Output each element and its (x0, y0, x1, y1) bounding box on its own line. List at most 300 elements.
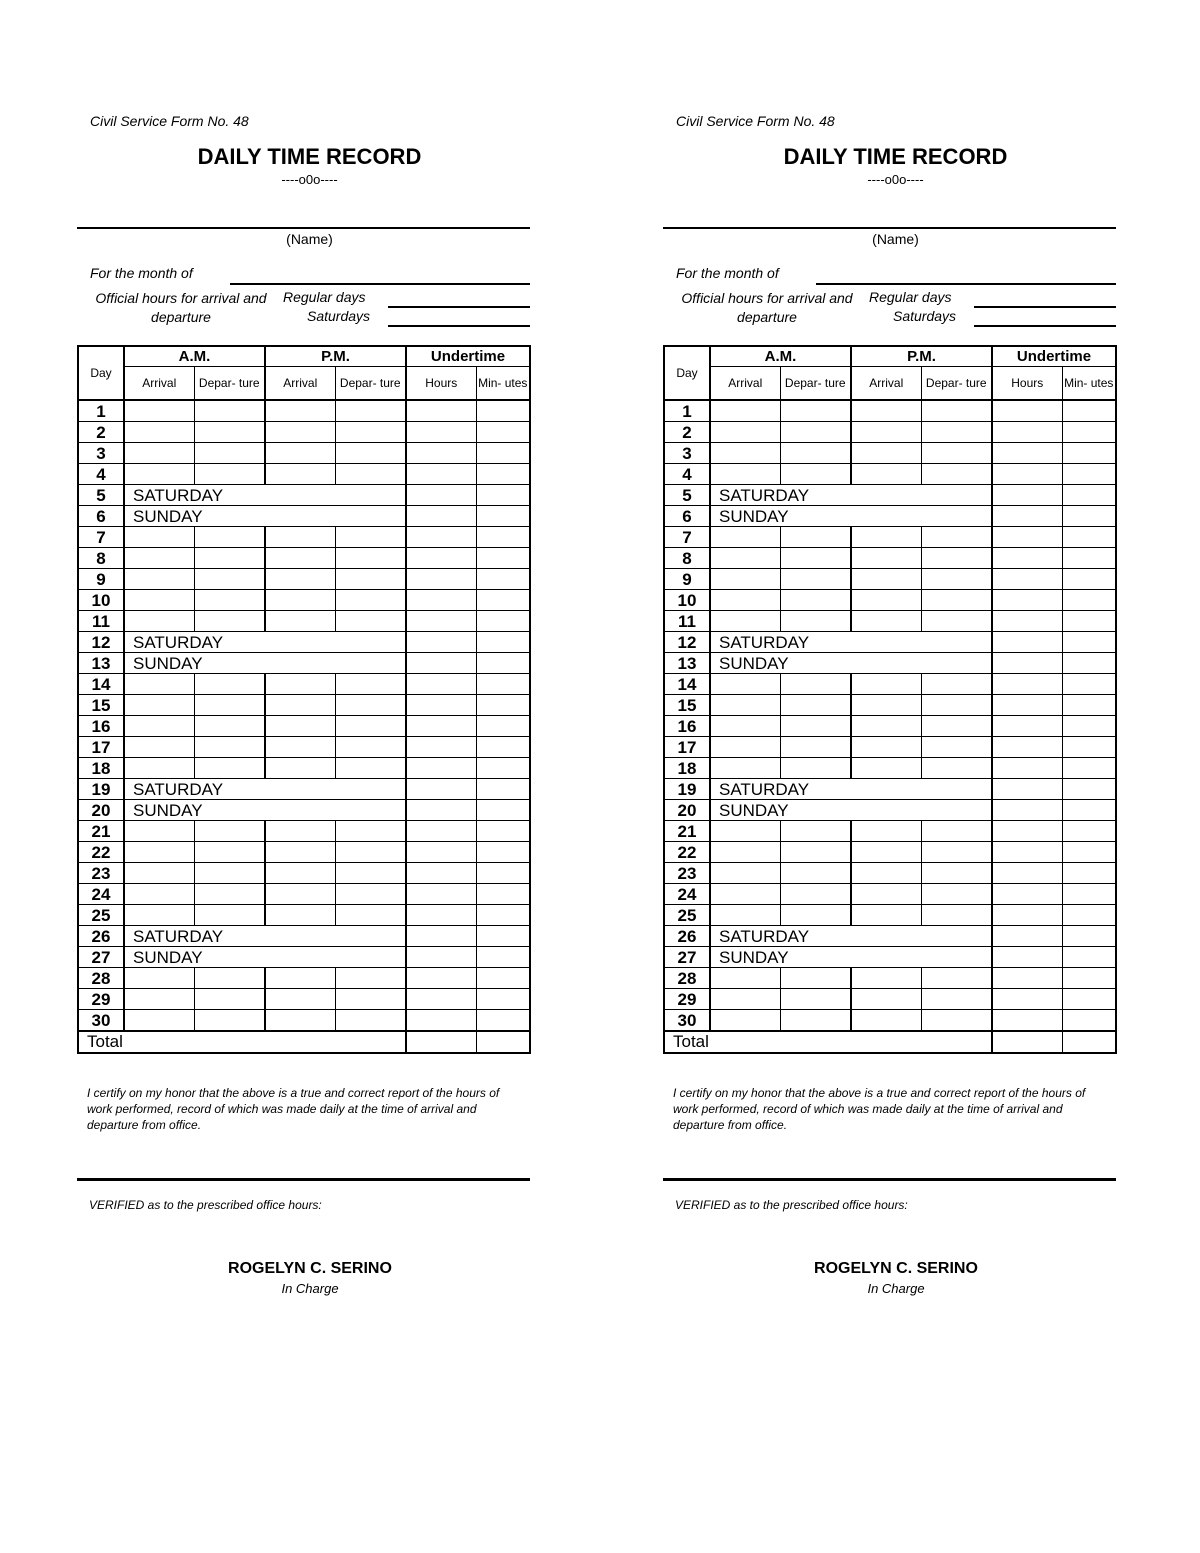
pm-departure-cell[interactable] (921, 842, 992, 863)
am-arrival-cell[interactable] (710, 737, 780, 758)
pm-departure-cell[interactable] (335, 716, 406, 737)
undertime-hours-cell[interactable] (992, 611, 1062, 632)
undertime-hours-cell[interactable] (992, 989, 1062, 1010)
pm-departure-cell[interactable] (921, 443, 992, 464)
undertime-hours-cell[interactable] (992, 863, 1062, 884)
pm-departure-cell[interactable] (921, 737, 992, 758)
am-departure-cell[interactable] (780, 443, 851, 464)
undertime-minutes-cell[interactable] (1062, 464, 1116, 485)
am-arrival-cell[interactable] (710, 443, 780, 464)
undertime-hours-cell[interactable] (992, 527, 1062, 548)
undertime-minutes-cell[interactable] (1062, 590, 1116, 611)
pm-departure-cell[interactable] (335, 842, 406, 863)
pm-departure-cell[interactable] (921, 905, 992, 926)
undertime-minutes-cell[interactable] (476, 737, 530, 758)
am-departure-cell[interactable] (194, 716, 265, 737)
undertime-minutes-cell[interactable] (476, 1010, 530, 1032)
undertime-minutes-cell[interactable] (1062, 821, 1116, 842)
pm-arrival-cell[interactable] (265, 443, 335, 464)
pm-arrival-cell[interactable] (265, 695, 335, 716)
am-departure-cell[interactable] (194, 1010, 265, 1032)
undertime-hours-cell[interactable] (992, 674, 1062, 695)
undertime-minutes-cell[interactable] (476, 989, 530, 1010)
pm-departure-cell[interactable] (335, 590, 406, 611)
undertime-minutes-cell[interactable] (1062, 989, 1116, 1010)
undertime-minutes-cell[interactable] (476, 779, 530, 800)
pm-departure-cell[interactable] (335, 569, 406, 590)
am-departure-cell[interactable] (194, 422, 265, 443)
undertime-minutes-cell[interactable] (476, 632, 530, 653)
pm-departure-cell[interactable] (335, 863, 406, 884)
pm-arrival-cell[interactable] (851, 611, 921, 632)
am-arrival-cell[interactable] (710, 695, 780, 716)
undertime-hours-cell[interactable] (992, 821, 1062, 842)
am-departure-cell[interactable] (780, 569, 851, 590)
undertime-hours-cell[interactable] (406, 632, 476, 653)
undertime-hours-cell[interactable] (406, 1010, 476, 1032)
undertime-minutes-cell[interactable] (476, 947, 530, 968)
undertime-hours-cell[interactable] (406, 926, 476, 947)
undertime-minutes-cell[interactable] (476, 800, 530, 821)
am-departure-cell[interactable] (194, 989, 265, 1010)
am-arrival-cell[interactable] (124, 590, 194, 611)
am-arrival-cell[interactable] (710, 611, 780, 632)
pm-departure-cell[interactable] (921, 400, 992, 422)
pm-arrival-cell[interactable] (265, 569, 335, 590)
pm-departure-cell[interactable] (335, 905, 406, 926)
undertime-hours-cell[interactable] (406, 737, 476, 758)
am-departure-cell[interactable] (194, 611, 265, 632)
undertime-hours-cell[interactable] (406, 485, 476, 506)
undertime-hours-cell[interactable] (992, 464, 1062, 485)
pm-arrival-cell[interactable] (851, 863, 921, 884)
am-arrival-cell[interactable] (124, 400, 194, 422)
pm-arrival-cell[interactable] (851, 968, 921, 989)
am-departure-cell[interactable] (194, 821, 265, 842)
undertime-minutes-cell[interactable] (1062, 884, 1116, 905)
undertime-hours-cell[interactable] (406, 464, 476, 485)
am-departure-cell[interactable] (780, 611, 851, 632)
undertime-minutes-cell[interactable] (476, 926, 530, 947)
pm-departure-cell[interactable] (335, 674, 406, 695)
undertime-minutes-cell[interactable] (476, 611, 530, 632)
am-departure-cell[interactable] (194, 758, 265, 779)
am-departure-cell[interactable] (194, 548, 265, 569)
am-arrival-cell[interactable] (124, 758, 194, 779)
am-departure-cell[interactable] (194, 527, 265, 548)
undertime-minutes-cell[interactable] (476, 863, 530, 884)
am-arrival-cell[interactable] (710, 1010, 780, 1032)
undertime-minutes-cell[interactable] (1062, 737, 1116, 758)
undertime-hours-cell[interactable] (992, 1010, 1062, 1032)
pm-arrival-cell[interactable] (265, 737, 335, 758)
undertime-hours-cell[interactable] (992, 800, 1062, 821)
undertime-minutes-cell[interactable] (1062, 632, 1116, 653)
pm-arrival-cell[interactable] (851, 422, 921, 443)
pm-departure-cell[interactable] (921, 884, 992, 905)
am-arrival-cell[interactable] (124, 821, 194, 842)
undertime-minutes-cell[interactable] (1062, 1010, 1116, 1032)
am-arrival-cell[interactable] (124, 884, 194, 905)
undertime-minutes-cell[interactable] (476, 422, 530, 443)
pm-departure-cell[interactable] (335, 400, 406, 422)
pm-departure-cell[interactable] (335, 443, 406, 464)
am-arrival-cell[interactable] (710, 674, 780, 695)
pm-departure-cell[interactable] (335, 989, 406, 1010)
am-arrival-cell[interactable] (124, 674, 194, 695)
undertime-hours-cell[interactable] (992, 632, 1062, 653)
am-departure-cell[interactable] (194, 464, 265, 485)
undertime-minutes-cell[interactable] (476, 695, 530, 716)
undertime-minutes-cell[interactable] (1062, 653, 1116, 674)
undertime-hours-cell[interactable] (992, 590, 1062, 611)
undertime-minutes-cell[interactable] (1062, 443, 1116, 464)
undertime-hours-cell[interactable] (406, 548, 476, 569)
am-departure-cell[interactable] (780, 842, 851, 863)
am-departure-cell[interactable] (780, 863, 851, 884)
am-arrival-cell[interactable] (124, 989, 194, 1010)
undertime-minutes-cell[interactable] (1062, 779, 1116, 800)
am-arrival-cell[interactable] (710, 400, 780, 422)
undertime-hours-cell[interactable] (992, 968, 1062, 989)
pm-arrival-cell[interactable] (851, 548, 921, 569)
undertime-minutes-cell[interactable] (476, 569, 530, 590)
pm-departure-cell[interactable] (335, 968, 406, 989)
undertime-minutes-cell[interactable] (1062, 485, 1116, 506)
undertime-hours-cell[interactable] (992, 779, 1062, 800)
pm-departure-cell[interactable] (921, 863, 992, 884)
pm-arrival-cell[interactable] (851, 758, 921, 779)
am-arrival-cell[interactable] (124, 863, 194, 884)
pm-departure-cell[interactable] (335, 884, 406, 905)
am-departure-cell[interactable] (194, 737, 265, 758)
pm-arrival-cell[interactable] (851, 821, 921, 842)
undertime-hours-cell[interactable] (992, 443, 1062, 464)
am-arrival-cell[interactable] (710, 863, 780, 884)
undertime-hours-cell[interactable] (406, 842, 476, 863)
am-departure-cell[interactable] (194, 905, 265, 926)
undertime-hours-cell[interactable] (406, 884, 476, 905)
pm-arrival-cell[interactable] (851, 590, 921, 611)
pm-departure-cell[interactable] (921, 569, 992, 590)
am-arrival-cell[interactable] (710, 422, 780, 443)
pm-departure-cell[interactable] (335, 1010, 406, 1032)
undertime-hours-cell[interactable] (406, 695, 476, 716)
am-arrival-cell[interactable] (710, 590, 780, 611)
pm-departure-cell[interactable] (335, 548, 406, 569)
pm-arrival-cell[interactable] (851, 443, 921, 464)
undertime-hours-cell[interactable] (992, 947, 1062, 968)
undertime-hours-cell[interactable] (992, 422, 1062, 443)
pm-arrival-cell[interactable] (851, 905, 921, 926)
undertime-minutes-cell[interactable] (476, 821, 530, 842)
undertime-hours-cell[interactable] (406, 821, 476, 842)
undertime-minutes-cell[interactable] (476, 485, 530, 506)
pm-departure-cell[interactable] (921, 821, 992, 842)
am-arrival-cell[interactable] (124, 611, 194, 632)
undertime-hours-cell[interactable] (406, 569, 476, 590)
am-departure-cell[interactable] (780, 989, 851, 1010)
undertime-minutes-cell[interactable] (476, 400, 530, 422)
pm-arrival-cell[interactable] (851, 695, 921, 716)
pm-arrival-cell[interactable] (265, 989, 335, 1010)
undertime-hours-cell[interactable] (992, 758, 1062, 779)
pm-arrival-cell[interactable] (851, 884, 921, 905)
pm-arrival-cell[interactable] (265, 842, 335, 863)
undertime-minutes-cell[interactable] (476, 653, 530, 674)
am-departure-cell[interactable] (780, 905, 851, 926)
undertime-hours-cell[interactable] (406, 863, 476, 884)
am-departure-cell[interactable] (194, 590, 265, 611)
am-arrival-cell[interactable] (124, 443, 194, 464)
pm-arrival-cell[interactable] (851, 716, 921, 737)
pm-arrival-cell[interactable] (265, 905, 335, 926)
am-arrival-cell[interactable] (710, 548, 780, 569)
pm-arrival-cell[interactable] (851, 674, 921, 695)
undertime-minutes-cell[interactable] (476, 443, 530, 464)
undertime-minutes-cell[interactable] (1062, 947, 1116, 968)
undertime-minutes-cell[interactable] (1062, 611, 1116, 632)
undertime-minutes-cell[interactable] (1062, 695, 1116, 716)
undertime-hours-cell[interactable] (992, 842, 1062, 863)
undertime-minutes-cell[interactable] (476, 527, 530, 548)
am-arrival-cell[interactable] (710, 968, 780, 989)
undertime-minutes-cell[interactable] (476, 548, 530, 569)
am-arrival-cell[interactable] (124, 548, 194, 569)
am-departure-cell[interactable] (194, 569, 265, 590)
undertime-hours-cell[interactable] (992, 926, 1062, 947)
pm-arrival-cell[interactable] (851, 569, 921, 590)
am-departure-cell[interactable] (194, 968, 265, 989)
undertime-hours-cell[interactable] (406, 674, 476, 695)
undertime-hours-cell[interactable] (992, 569, 1062, 590)
undertime-minutes-cell[interactable] (1062, 422, 1116, 443)
am-departure-cell[interactable] (194, 863, 265, 884)
undertime-hours-cell[interactable] (992, 737, 1062, 758)
pm-arrival-cell[interactable] (265, 884, 335, 905)
am-arrival-cell[interactable] (124, 527, 194, 548)
am-departure-cell[interactable] (194, 842, 265, 863)
pm-arrival-cell[interactable] (851, 989, 921, 1010)
pm-departure-cell[interactable] (921, 758, 992, 779)
undertime-hours-cell[interactable] (406, 400, 476, 422)
am-departure-cell[interactable] (780, 695, 851, 716)
pm-arrival-cell[interactable] (265, 464, 335, 485)
am-departure-cell[interactable] (194, 884, 265, 905)
pm-departure-cell[interactable] (921, 695, 992, 716)
undertime-minutes-cell[interactable] (476, 716, 530, 737)
am-departure-cell[interactable] (780, 716, 851, 737)
pm-arrival-cell[interactable] (265, 527, 335, 548)
pm-departure-cell[interactable] (335, 422, 406, 443)
am-arrival-cell[interactable] (124, 737, 194, 758)
am-arrival-cell[interactable] (124, 1010, 194, 1032)
pm-arrival-cell[interactable] (851, 464, 921, 485)
pm-arrival-cell[interactable] (265, 548, 335, 569)
undertime-minutes-cell[interactable] (1062, 569, 1116, 590)
undertime-minutes-cell[interactable] (476, 464, 530, 485)
am-departure-cell[interactable] (780, 422, 851, 443)
am-departure-cell[interactable] (780, 1010, 851, 1032)
am-arrival-cell[interactable] (124, 569, 194, 590)
pm-arrival-cell[interactable] (265, 611, 335, 632)
pm-departure-cell[interactable] (335, 611, 406, 632)
undertime-hours-cell[interactable] (992, 485, 1062, 506)
pm-departure-cell[interactable] (921, 611, 992, 632)
am-arrival-cell[interactable] (710, 527, 780, 548)
undertime-minutes-cell[interactable] (1062, 758, 1116, 779)
am-arrival-cell[interactable] (710, 884, 780, 905)
am-departure-cell[interactable] (780, 737, 851, 758)
pm-arrival-cell[interactable] (265, 1010, 335, 1032)
undertime-hours-cell[interactable] (992, 506, 1062, 527)
am-arrival-cell[interactable] (710, 464, 780, 485)
pm-arrival-cell[interactable] (851, 842, 921, 863)
pm-departure-cell[interactable] (335, 695, 406, 716)
am-arrival-cell[interactable] (710, 716, 780, 737)
undertime-minutes-cell[interactable] (1062, 905, 1116, 926)
am-departure-cell[interactable] (780, 758, 851, 779)
am-departure-cell[interactable] (780, 884, 851, 905)
pm-departure-cell[interactable] (921, 422, 992, 443)
undertime-minutes-cell[interactable] (1062, 674, 1116, 695)
pm-departure-cell[interactable] (921, 716, 992, 737)
pm-arrival-cell[interactable] (851, 400, 921, 422)
am-departure-cell[interactable] (780, 674, 851, 695)
am-departure-cell[interactable] (780, 548, 851, 569)
undertime-hours-cell[interactable] (406, 947, 476, 968)
total-hours-cell[interactable] (406, 1031, 476, 1053)
pm-arrival-cell[interactable] (265, 758, 335, 779)
am-arrival-cell[interactable] (124, 422, 194, 443)
pm-departure-cell[interactable] (335, 737, 406, 758)
pm-departure-cell[interactable] (921, 1010, 992, 1032)
undertime-minutes-cell[interactable] (1062, 506, 1116, 527)
total-minutes-cell[interactable] (476, 1031, 530, 1053)
am-arrival-cell[interactable] (710, 905, 780, 926)
undertime-hours-cell[interactable] (406, 716, 476, 737)
undertime-hours-cell[interactable] (992, 548, 1062, 569)
am-departure-cell[interactable] (194, 443, 265, 464)
am-arrival-cell[interactable] (710, 569, 780, 590)
pm-arrival-cell[interactable] (851, 527, 921, 548)
undertime-hours-cell[interactable] (992, 884, 1062, 905)
pm-arrival-cell[interactable] (265, 821, 335, 842)
undertime-hours-cell[interactable] (406, 989, 476, 1010)
am-arrival-cell[interactable] (124, 968, 194, 989)
total-hours-cell[interactable] (992, 1031, 1062, 1053)
undertime-hours-cell[interactable] (406, 611, 476, 632)
am-departure-cell[interactable] (194, 674, 265, 695)
pm-departure-cell[interactable] (921, 527, 992, 548)
pm-arrival-cell[interactable] (851, 737, 921, 758)
pm-arrival-cell[interactable] (265, 400, 335, 422)
pm-departure-cell[interactable] (921, 989, 992, 1010)
am-departure-cell[interactable] (780, 590, 851, 611)
undertime-hours-cell[interactable] (406, 527, 476, 548)
pm-departure-cell[interactable] (335, 527, 406, 548)
undertime-hours-cell[interactable] (406, 443, 476, 464)
pm-departure-cell[interactable] (921, 464, 992, 485)
undertime-minutes-cell[interactable] (476, 842, 530, 863)
undertime-hours-cell[interactable] (406, 779, 476, 800)
undertime-minutes-cell[interactable] (476, 905, 530, 926)
undertime-hours-cell[interactable] (406, 905, 476, 926)
am-arrival-cell[interactable] (124, 695, 194, 716)
am-arrival-cell[interactable] (124, 842, 194, 863)
am-arrival-cell[interactable] (124, 464, 194, 485)
am-arrival-cell[interactable] (124, 716, 194, 737)
am-arrival-cell[interactable] (710, 758, 780, 779)
undertime-hours-cell[interactable] (992, 716, 1062, 737)
am-departure-cell[interactable] (780, 400, 851, 422)
undertime-minutes-cell[interactable] (1062, 842, 1116, 863)
pm-arrival-cell[interactable] (265, 716, 335, 737)
total-minutes-cell[interactable] (1062, 1031, 1116, 1053)
undertime-minutes-cell[interactable] (476, 968, 530, 989)
undertime-hours-cell[interactable] (992, 695, 1062, 716)
undertime-hours-cell[interactable] (406, 590, 476, 611)
undertime-hours-cell[interactable] (406, 800, 476, 821)
undertime-hours-cell[interactable] (406, 422, 476, 443)
am-departure-cell[interactable] (194, 695, 265, 716)
pm-departure-cell[interactable] (921, 968, 992, 989)
undertime-minutes-cell[interactable] (476, 884, 530, 905)
undertime-hours-cell[interactable] (406, 968, 476, 989)
pm-departure-cell[interactable] (921, 548, 992, 569)
undertime-minutes-cell[interactable] (476, 590, 530, 611)
am-arrival-cell[interactable] (710, 842, 780, 863)
undertime-hours-cell[interactable] (992, 653, 1062, 674)
pm-arrival-cell[interactable] (265, 590, 335, 611)
undertime-minutes-cell[interactable] (1062, 527, 1116, 548)
am-departure-cell[interactable] (194, 400, 265, 422)
pm-departure-cell[interactable] (335, 821, 406, 842)
undertime-minutes-cell[interactable] (476, 758, 530, 779)
undertime-minutes-cell[interactable] (1062, 926, 1116, 947)
undertime-hours-cell[interactable] (992, 400, 1062, 422)
undertime-hours-cell[interactable] (406, 653, 476, 674)
pm-arrival-cell[interactable] (265, 674, 335, 695)
undertime-hours-cell[interactable] (406, 758, 476, 779)
undertime-minutes-cell[interactable] (1062, 800, 1116, 821)
pm-arrival-cell[interactable] (265, 968, 335, 989)
undertime-minutes-cell[interactable] (1062, 400, 1116, 422)
am-departure-cell[interactable] (780, 821, 851, 842)
undertime-minutes-cell[interactable] (476, 674, 530, 695)
pm-arrival-cell[interactable] (851, 1010, 921, 1032)
undertime-minutes-cell[interactable] (476, 506, 530, 527)
undertime-hours-cell[interactable] (992, 905, 1062, 926)
undertime-hours-cell[interactable] (406, 506, 476, 527)
pm-departure-cell[interactable] (335, 464, 406, 485)
pm-departure-cell[interactable] (921, 674, 992, 695)
pm-departure-cell[interactable] (335, 758, 406, 779)
am-arrival-cell[interactable] (124, 905, 194, 926)
am-arrival-cell[interactable] (710, 821, 780, 842)
pm-arrival-cell[interactable] (265, 863, 335, 884)
am-departure-cell[interactable] (780, 527, 851, 548)
am-departure-cell[interactable] (780, 968, 851, 989)
undertime-minutes-cell[interactable] (1062, 863, 1116, 884)
am-arrival-cell[interactable] (710, 989, 780, 1010)
pm-departure-cell[interactable] (921, 590, 992, 611)
undertime-minutes-cell[interactable] (1062, 548, 1116, 569)
am-departure-cell[interactable] (780, 464, 851, 485)
undertime-minutes-cell[interactable] (1062, 968, 1116, 989)
pm-arrival-cell[interactable] (265, 422, 335, 443)
undertime-minutes-cell[interactable] (1062, 716, 1116, 737)
